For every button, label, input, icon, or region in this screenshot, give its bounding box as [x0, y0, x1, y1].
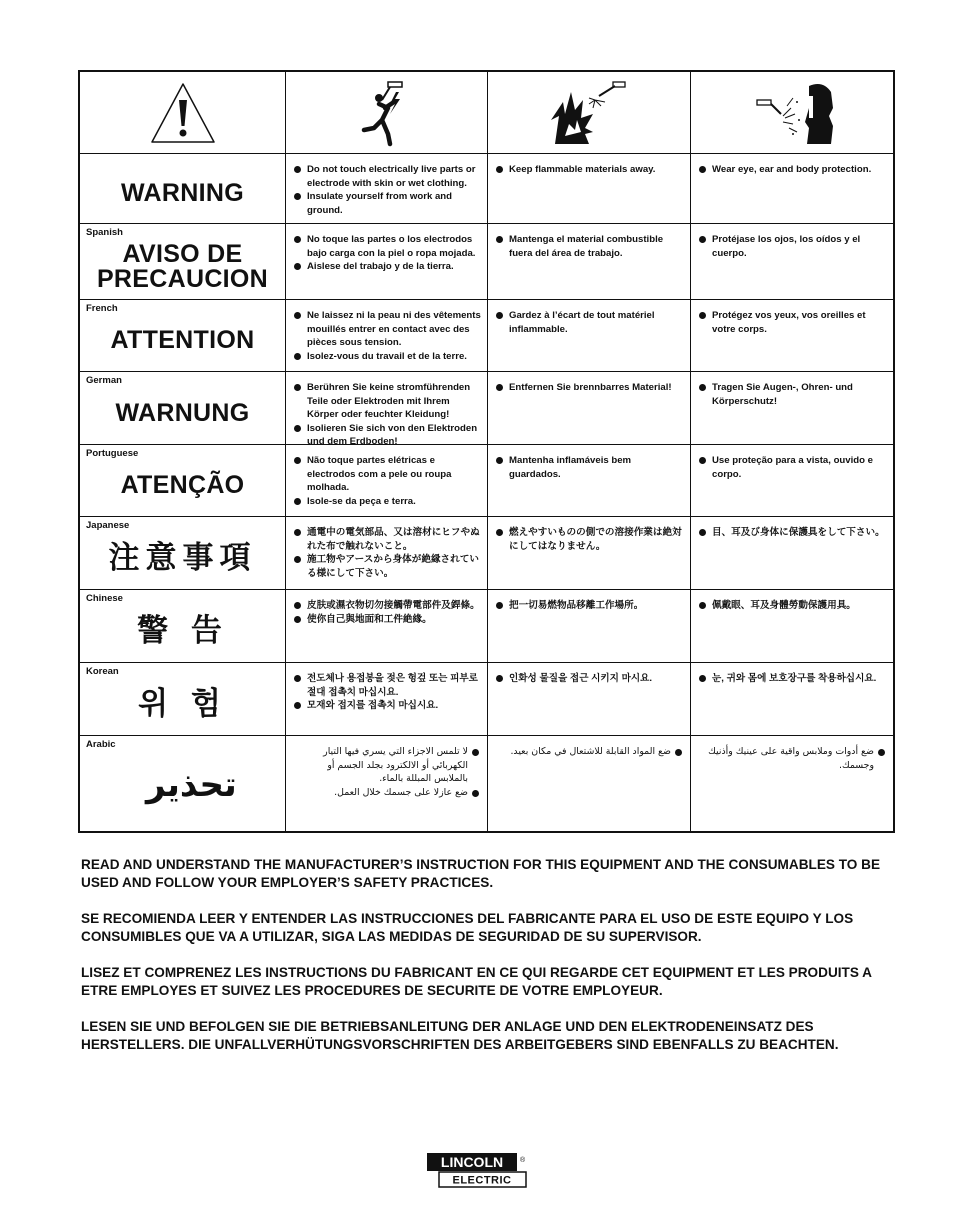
bullet-icon [294, 457, 301, 464]
warning-heading: AVISO DE PRECAUCION [96, 239, 269, 293]
bullet-item [292, 163, 481, 190]
bullet-item [292, 422, 481, 445]
instruction-paragraphs [81, 856, 891, 1072]
bullet-icon [294, 384, 301, 391]
row-4-electric-shock-cell [286, 445, 488, 517]
bullet-icon [699, 236, 706, 243]
electric-shock-cell [286, 72, 488, 154]
row-6-heading-cell [80, 590, 286, 663]
bullet-icon [294, 616, 301, 623]
bullet-text: 皮肤或濕衣物切勿接觸帶電部件及銲條。 [307, 600, 480, 611]
paragraph-spanish: SE RECOMIENDA LEER Y ENTENDER LAS INSTRUCCIONES DEL FABRICANTE PARA EL USO DE ESTE EQUIPO Y LOS CONSUMIBLES QUE VA A UTILIZAR, SIGA LAS MEDIDAS DE SEGURIDAD DE SU SUPERVISOR. [81, 911, 854, 944]
bullet-icon [496, 166, 503, 173]
row-8-protection-cell [691, 736, 893, 831]
row-2-electric-shock-cell [286, 300, 488, 372]
bullet-icon [294, 702, 301, 709]
paragraph-english: READ AND UNDERSTAND THE MANUFACTURER’S INSTRUCTION FOR THIS EQUIPMENT AND THE CONSUMABLES TO BE USED AND FOLLOW YOUR EMPLOYER’S SAFETY PRACTICES. [81, 857, 881, 890]
bullet-text: Isolez-vous du travail et de la terre. [307, 350, 467, 362]
bullet-icon [294, 602, 301, 609]
bullet-item [292, 233, 481, 260]
bullet-icon [294, 529, 301, 536]
warning-heading: ATTENTION [110, 326, 255, 354]
row-2-heading-cell [80, 300, 286, 372]
language-label: French [86, 303, 118, 314]
row-0-electric-shock-cell [286, 154, 488, 224]
bullet-text: Isolieren Sie sich von den Elektroden und dem Erdboden! [307, 422, 478, 445]
row-2-protection-cell [691, 300, 893, 372]
warning-table [78, 70, 895, 833]
bullet-icon [294, 498, 301, 505]
bullet-icon [675, 749, 682, 756]
bullet-text: 佩戴眼、耳及身體勞動保護用具。 [712, 600, 856, 611]
bullet-text: Protéjase los ojos, los oídos y el cuerpo. [712, 234, 861, 259]
bullet-text: ضع المواد القابلة للاشتعال في مكان بعيد. [510, 746, 671, 757]
row-8-heading-cell [80, 736, 286, 831]
bullet-text: 인화성 물질을 접근 시키지 마시요. [509, 673, 653, 684]
bullet-icon [294, 353, 301, 360]
bullet-item [494, 381, 684, 395]
logo-text-lincoln: LINCOLN [440, 1154, 504, 1170]
bullet-text: ضع عازلا على جسمك خلال العمل. [334, 786, 468, 798]
bullet-text: Aislese del trabajo y de la tierra. [307, 261, 454, 273]
bullet-item [292, 553, 481, 580]
bullet-icon [496, 457, 503, 464]
bullet-item [292, 526, 481, 553]
bullet-text: Use proteção para a vista, ouvido e corpo. [712, 455, 874, 480]
language-label: Portuguese [86, 448, 139, 459]
bullet-icon [496, 236, 503, 243]
bullet-text: ضع أدوات وملابس واقية على عينيك وأذنيك وجسمك. [708, 746, 874, 771]
row-8-electric-shock-cell [286, 736, 488, 831]
bullet-item [697, 381, 887, 408]
row-4-protection-cell [691, 445, 893, 517]
row-6-protection-cell [691, 590, 893, 663]
bullet-item [292, 699, 481, 713]
paragraph-french: LISEZ ET COMPRENEZ LES INSTRUCTIONS DU FABRICANT EN CE QUI REGARDE CET EQUIPMENT ET LES PRODUITS A ETRE EMPLOYES ET SUIVEZ LES PROCEDURES DE SECURITE DE VOTRE EMPLOYEUR. [81, 965, 872, 998]
row-4-fire-hazard-cell [488, 445, 691, 517]
language-label: German [86, 375, 122, 386]
bullet-icon [699, 384, 706, 391]
bullet-icon [699, 312, 706, 319]
row-6-fire-hazard-cell [488, 590, 691, 663]
warning-triangle-cell [80, 72, 286, 154]
bullet-item [697, 309, 887, 336]
bullet-item [494, 309, 684, 336]
bullet-text: Ne laissez ni la peau ni des vêtements mouillés entrer en contact avec des pièces sous tension. [307, 310, 481, 349]
bullet-icon [294, 556, 301, 563]
bullet-item [494, 454, 684, 481]
bullet-item [697, 672, 887, 686]
warning-heading: WARNUNG [115, 398, 250, 427]
paragraph-german: LESEN SIE UND BEFOLGEN SIE DIE BETRIEBSANLEITUNG DER ANLAGE UND DEN ELEKTRODENEINSATZ DES HERSTELLERS. DIE UNFALLVERHÜTUNGSVORSCHRIFTEN DES ARBEITGEBERS SIND EBENFALLS ZU BEACHTEN. [81, 1019, 839, 1052]
row-5-protection-cell [691, 517, 893, 590]
bullet-icon [878, 749, 885, 756]
bullet-icon [496, 529, 503, 536]
bullet-text: 施工物やアースから身体が絶縁されている様にして下さい。 [307, 554, 479, 579]
bullet-text: Do not touch electrically live parts or electrode with skin or wet clothing. [307, 164, 476, 189]
bullet-text: Entfernen Sie brennbarres Material! [509, 382, 672, 393]
bullet-item [494, 526, 684, 553]
bullet-text: 모재와 접지를 접촉치 마십시요. [307, 700, 439, 712]
bullet-item [494, 599, 684, 613]
bullet-text: Gardez à l’écart de tout matériel inflammable. [509, 310, 655, 335]
bullet-text: No toque las partes o los electrodos bajo carga con la piel o ropa mojada. [307, 234, 476, 259]
bullet-icon [294, 263, 301, 270]
warning-heading: 警 告 [137, 612, 228, 649]
row-2-fire-hazard-cell [488, 300, 691, 372]
language-label: Japanese [86, 520, 130, 531]
row-5-heading-cell [80, 517, 286, 590]
bullet-icon [294, 425, 301, 432]
bullet-item [292, 350, 481, 364]
row-6-electric-shock-cell [286, 590, 488, 663]
bullet-text: Keep flammable materials away. [509, 164, 656, 175]
row-4-heading-cell [80, 445, 286, 517]
bullet-icon [294, 675, 301, 682]
row-3-electric-shock-cell [286, 372, 488, 445]
row-3-fire-hazard-cell [488, 372, 691, 445]
bullet-text: 눈, 귀와 몸에 보호장구를 착용하십시요. [712, 673, 877, 684]
bullet-item [697, 233, 887, 260]
bullet-text: Tragen Sie Augen-, Ohren- und Körperschutz! [712, 382, 853, 407]
bullet-item [292, 745, 481, 786]
bullet-text: Mantenha inflamáveis bem guardados. [509, 455, 632, 480]
row-1-protection-cell [691, 224, 893, 300]
warning-triangle-icon [148, 80, 218, 146]
warning-heading: 위 험 [138, 685, 227, 722]
bullet-text: 使你自己與地面和工件絶緣。 [307, 613, 432, 625]
row-7-protection-cell [691, 663, 893, 736]
row-7-fire-hazard-cell [488, 663, 691, 736]
bullet-text: Mantenga el material combustible fuera del área de trabajo. [509, 234, 664, 259]
bullet-text: 目、耳及び身体に保護具をして下さい。 [712, 527, 885, 538]
bullet-icon [496, 602, 503, 609]
bullet-item [292, 495, 481, 509]
bullet-item [292, 190, 481, 217]
bullet-item [292, 454, 481, 495]
bullet-item [697, 163, 887, 177]
bullet-icon [496, 384, 503, 391]
bullet-item [292, 786, 481, 800]
row-7-electric-shock-cell [286, 663, 488, 736]
bullet-text: 전도체나 용접봉을 젖은 헝겊 또는 피부로 절대 접촉치 마십시요. [307, 673, 478, 698]
bullet-text: Protégez vos yeux, vos oreilles et votre corps. [712, 310, 866, 335]
bullet-item [292, 260, 481, 274]
warning-heading: تحذير [146, 765, 237, 805]
bullet-item [494, 745, 684, 759]
electric-shock-icon [352, 78, 422, 148]
bullet-item [697, 745, 887, 772]
bullet-item [292, 672, 481, 699]
bullet-text: 燃えやすいものの側での溶接作業は絶対にしてはなりません。 [509, 527, 682, 552]
bullet-item [697, 599, 887, 613]
bullet-item [697, 454, 887, 481]
bullet-icon [294, 312, 301, 319]
bullet-item [292, 599, 481, 613]
row-0-fire-hazard-cell [488, 154, 691, 224]
bullet-icon [496, 675, 503, 682]
row-0-protection-cell [691, 154, 893, 224]
bullet-icon [496, 312, 503, 319]
lincoln-electric-logo [426, 1151, 528, 1189]
bullet-item [494, 163, 684, 177]
logo-text-electric: ELECTRIC [452, 1174, 512, 1187]
bullet-text: Não toque partes elétricas e electrodos com a pele ou roupa molhada. [307, 455, 452, 494]
bullet-icon [699, 675, 706, 682]
bullet-item [292, 613, 481, 627]
row-8-fire-hazard-cell [488, 736, 691, 831]
language-label: Spanish [86, 227, 123, 238]
fire-explosion-cell [488, 72, 691, 154]
bullet-icon [294, 236, 301, 243]
row-7-heading-cell [80, 663, 286, 736]
bullet-icon [472, 749, 479, 756]
row-5-fire-hazard-cell [488, 517, 691, 590]
logo-registered-mark: ® [520, 1157, 526, 1164]
bullet-text: 把一切易燃物品移離工作場所。 [509, 600, 644, 611]
bullet-icon [699, 166, 706, 173]
warning-heading: 注意事項 [108, 539, 257, 576]
language-label: Chinese [86, 593, 123, 604]
bullet-text: لا تلمس الاجزاء التي يسري فيها التيار الكهربائي أو الالكترود بجلد الجسم أو بالملابس المبللة بالماء. [323, 746, 468, 785]
language-label: Korean [86, 666, 119, 677]
warning-heading: WARNING [121, 179, 244, 207]
row-5-electric-shock-cell [286, 517, 488, 590]
language-label: Arabic [86, 739, 116, 750]
bullet-item [494, 233, 684, 260]
bullet-icon [472, 790, 479, 797]
row-1-electric-shock-cell [286, 224, 488, 300]
bullet-item [494, 672, 684, 686]
bullet-text: Wear eye, ear and body protection. [712, 164, 872, 175]
fire-explosion-icon [549, 78, 629, 148]
row-1-heading-cell [80, 224, 286, 300]
bullet-icon [699, 602, 706, 609]
bullet-text: Berühren Sie keine stromführenden Teile oder Elektroden mit Ihrem Körper oder feuchter Kleidung! [307, 382, 471, 421]
bullet-icon [699, 529, 706, 536]
row-3-protection-cell [691, 372, 893, 445]
eye-protection-cell [691, 72, 893, 154]
bullet-text: 通電中の電気部品、又は溶材にヒフやぬれた布で触れないこと。 [307, 527, 480, 552]
warning-heading: ATENÇÃO [120, 471, 245, 499]
bullet-item [292, 381, 481, 422]
bullet-icon [699, 457, 706, 464]
row-1-fire-hazard-cell [488, 224, 691, 300]
bullet-icon [294, 193, 301, 200]
eye-face-protection-icon [747, 78, 837, 148]
bullet-text: Isole-se da peça e terra. [307, 495, 416, 507]
bullet-item [697, 526, 887, 540]
bullet-item [292, 309, 481, 350]
row-0-heading-cell [80, 154, 286, 224]
row-3-heading-cell [80, 372, 286, 445]
bullet-icon [294, 166, 301, 173]
bullet-text: Insulate yourself from work and ground. [307, 191, 453, 216]
